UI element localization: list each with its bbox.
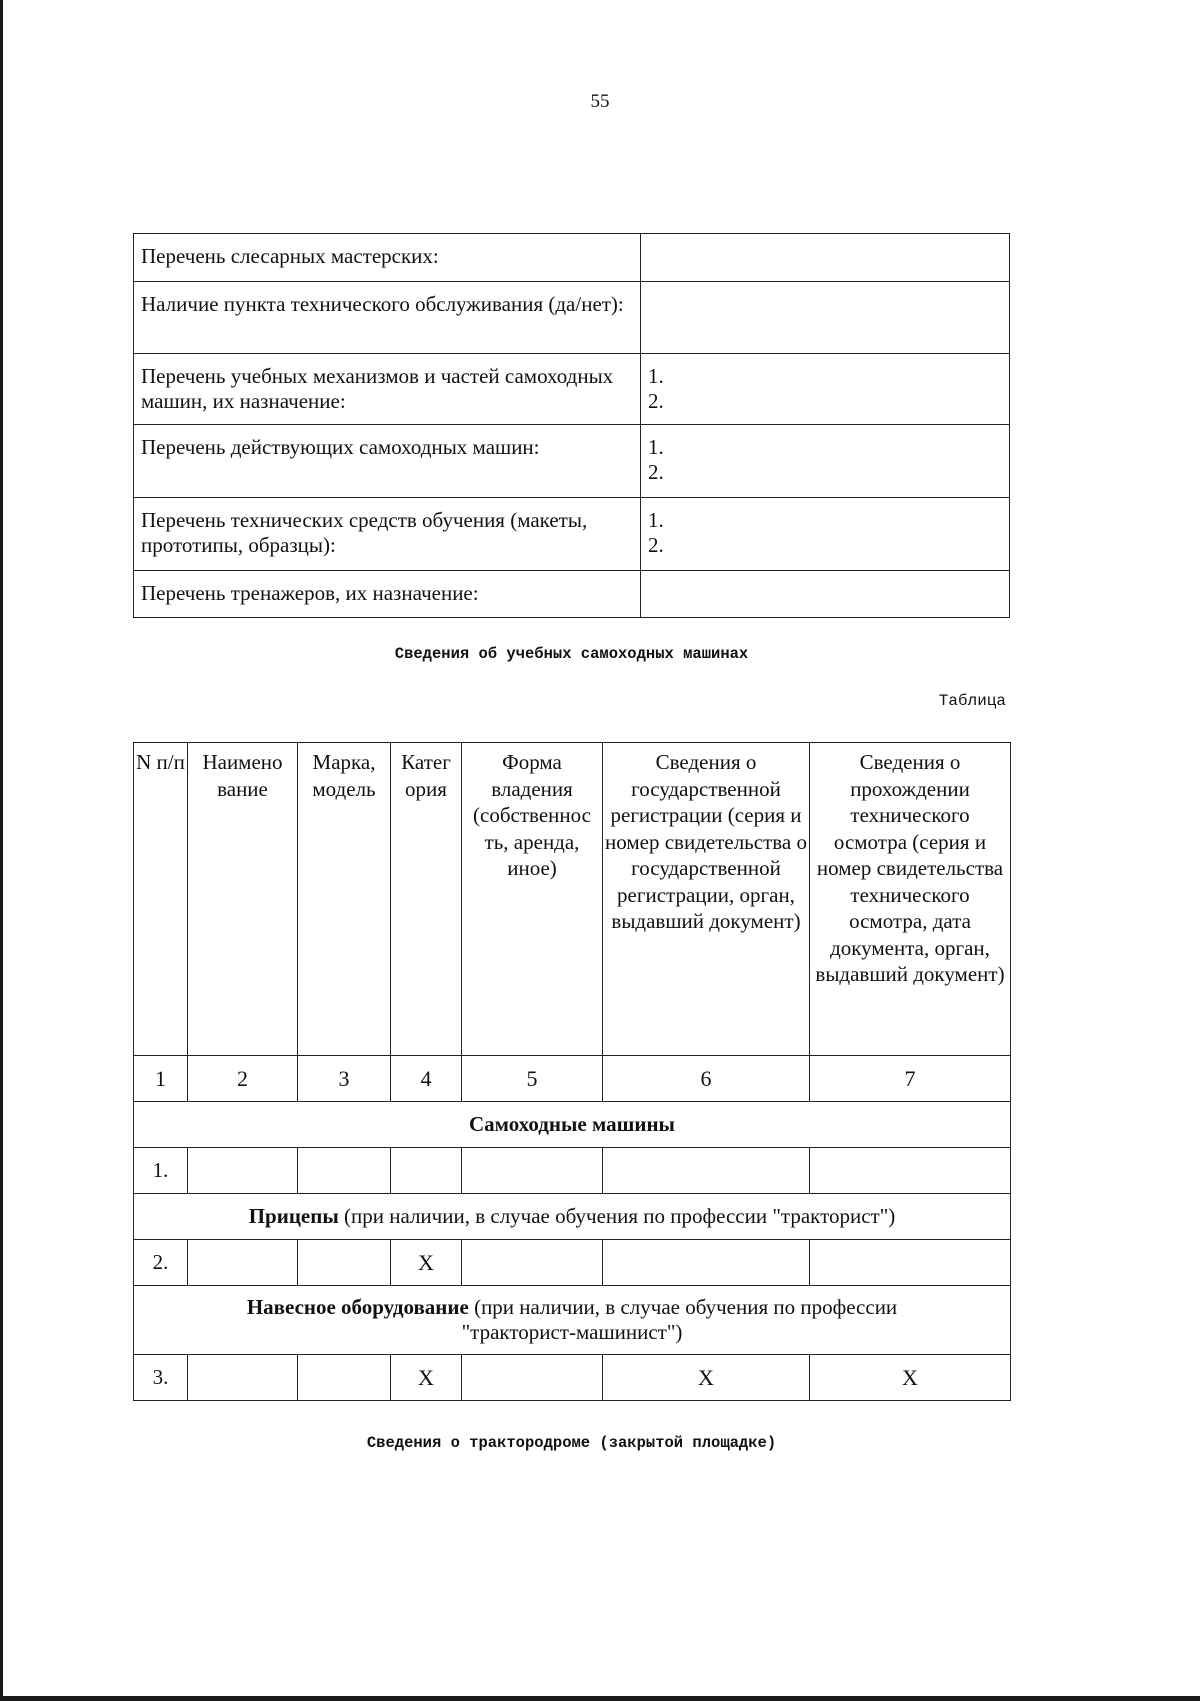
list-item: 2. [648,389,664,413]
column-header: N п/п [134,743,188,1056]
table-cell [298,1355,391,1401]
table-cell: X [603,1355,810,1401]
info-value [641,425,1010,498]
list-item: 1. [648,364,664,388]
training-machines-table [133,742,1011,1401]
column-header: Катег ория [391,743,462,1056]
page-number: 55 [590,91,610,112]
table-cell [298,1148,391,1194]
list-item: 2. [648,533,664,557]
list-item: 2. [648,460,664,484]
info-row [134,498,1010,571]
group-title [134,1194,1011,1240]
info-value [641,282,1010,354]
list-item: 1. [648,435,664,459]
table-cell [810,1240,1011,1286]
info-label: Перечень тренажеров, их назначение: [134,571,641,618]
table-row [134,1355,1011,1401]
info-value [641,498,1010,571]
table-cell [188,1240,298,1286]
group-title-bold: Прицепы [248,1204,339,1228]
info-label: Наличие пункта технического обслуживания (да/нет): [134,282,641,354]
section-heading-tractor-ground: Сведения о трактородроме (закрытой площадке) [366,1434,777,1452]
header-row [134,743,1011,1056]
table-cell: X [810,1355,1011,1401]
table-cell: X [391,1355,462,1401]
row-number: 2. [134,1240,188,1286]
info-value [641,571,1010,618]
section-heading-machines: Сведения об учебных самоходных машинах [394,645,749,663]
group-title-rest: (при наличии, в случае обучения по профессии "тракторист") [338,1204,896,1228]
column-header: Наимено вание [188,743,298,1056]
info-row [134,425,1010,498]
table-cell [298,1240,391,1286]
info-label: Перечень действующих самоходных машин: [134,425,641,498]
table-row [134,1148,1011,1194]
table-cell [462,1240,603,1286]
column-header: Форма владения (собственнос ть, аренда, иное) [462,743,603,1056]
group-row-self-propelled [134,1102,1011,1148]
scan-bottom-edge [0,1696,1200,1701]
info-label: Перечень слесарных мастерских: [134,234,641,282]
table-cell [188,1355,298,1401]
group-row-trailers [134,1194,1011,1240]
column-number: 5 [462,1056,603,1102]
info-row [134,282,1010,354]
column-header: Марка, модель [298,743,391,1056]
list-item: 1. [648,508,664,532]
table-cell [810,1148,1011,1194]
info-label: Перечень учебных механизмов и частей самоходных машин, их назначение: [134,354,641,425]
info-label: Перечень технических средств обучения (макеты, прототипы, образцы): [134,498,641,571]
column-number-row [134,1056,1011,1102]
group-row-mounted-equipment [134,1286,1011,1355]
row-number: 3. [134,1355,188,1401]
column-number: 2 [188,1056,298,1102]
column-number: 7 [810,1056,1011,1102]
info-row [134,571,1010,618]
row-number: 1. [134,1148,188,1194]
group-title-rest: (при наличии, в случае обучения по профессии "тракторист-машинист") [461,1295,898,1344]
group-title-bold: Навесное оборудование [246,1295,469,1319]
column-number: 4 [391,1056,462,1102]
group-title [134,1286,1011,1355]
group-title-bold: Самоходные машины [469,1112,675,1136]
table-cell [603,1148,810,1194]
info-value [641,354,1010,425]
column-number: 3 [298,1056,391,1102]
scan-left-edge [0,0,3,1701]
table-row [134,1240,1011,1286]
info-value [641,234,1010,282]
column-number: 6 [603,1056,810,1102]
column-header: Сведения о государственной регистрации (серия и номер свидетельства о государственной регистрации, орган, выдавший документ) [603,743,810,1056]
table-cell [188,1148,298,1194]
table-cell [462,1355,603,1401]
table-cell [603,1240,810,1286]
facilities-info-table [133,233,1010,618]
group-title [134,1102,1011,1148]
table-cell [462,1148,603,1194]
column-number: 1 [134,1056,188,1102]
table-cell: X [391,1240,462,1286]
info-row [134,234,1010,282]
table-caption: Таблица [938,692,1006,710]
column-header: Сведения о прохождении технического осмотра (серия и номер свидетельства технического осмотра, дата документа, орган, выдавший документ) [810,743,1011,1056]
info-row [134,354,1010,425]
table-cell [391,1148,462,1194]
